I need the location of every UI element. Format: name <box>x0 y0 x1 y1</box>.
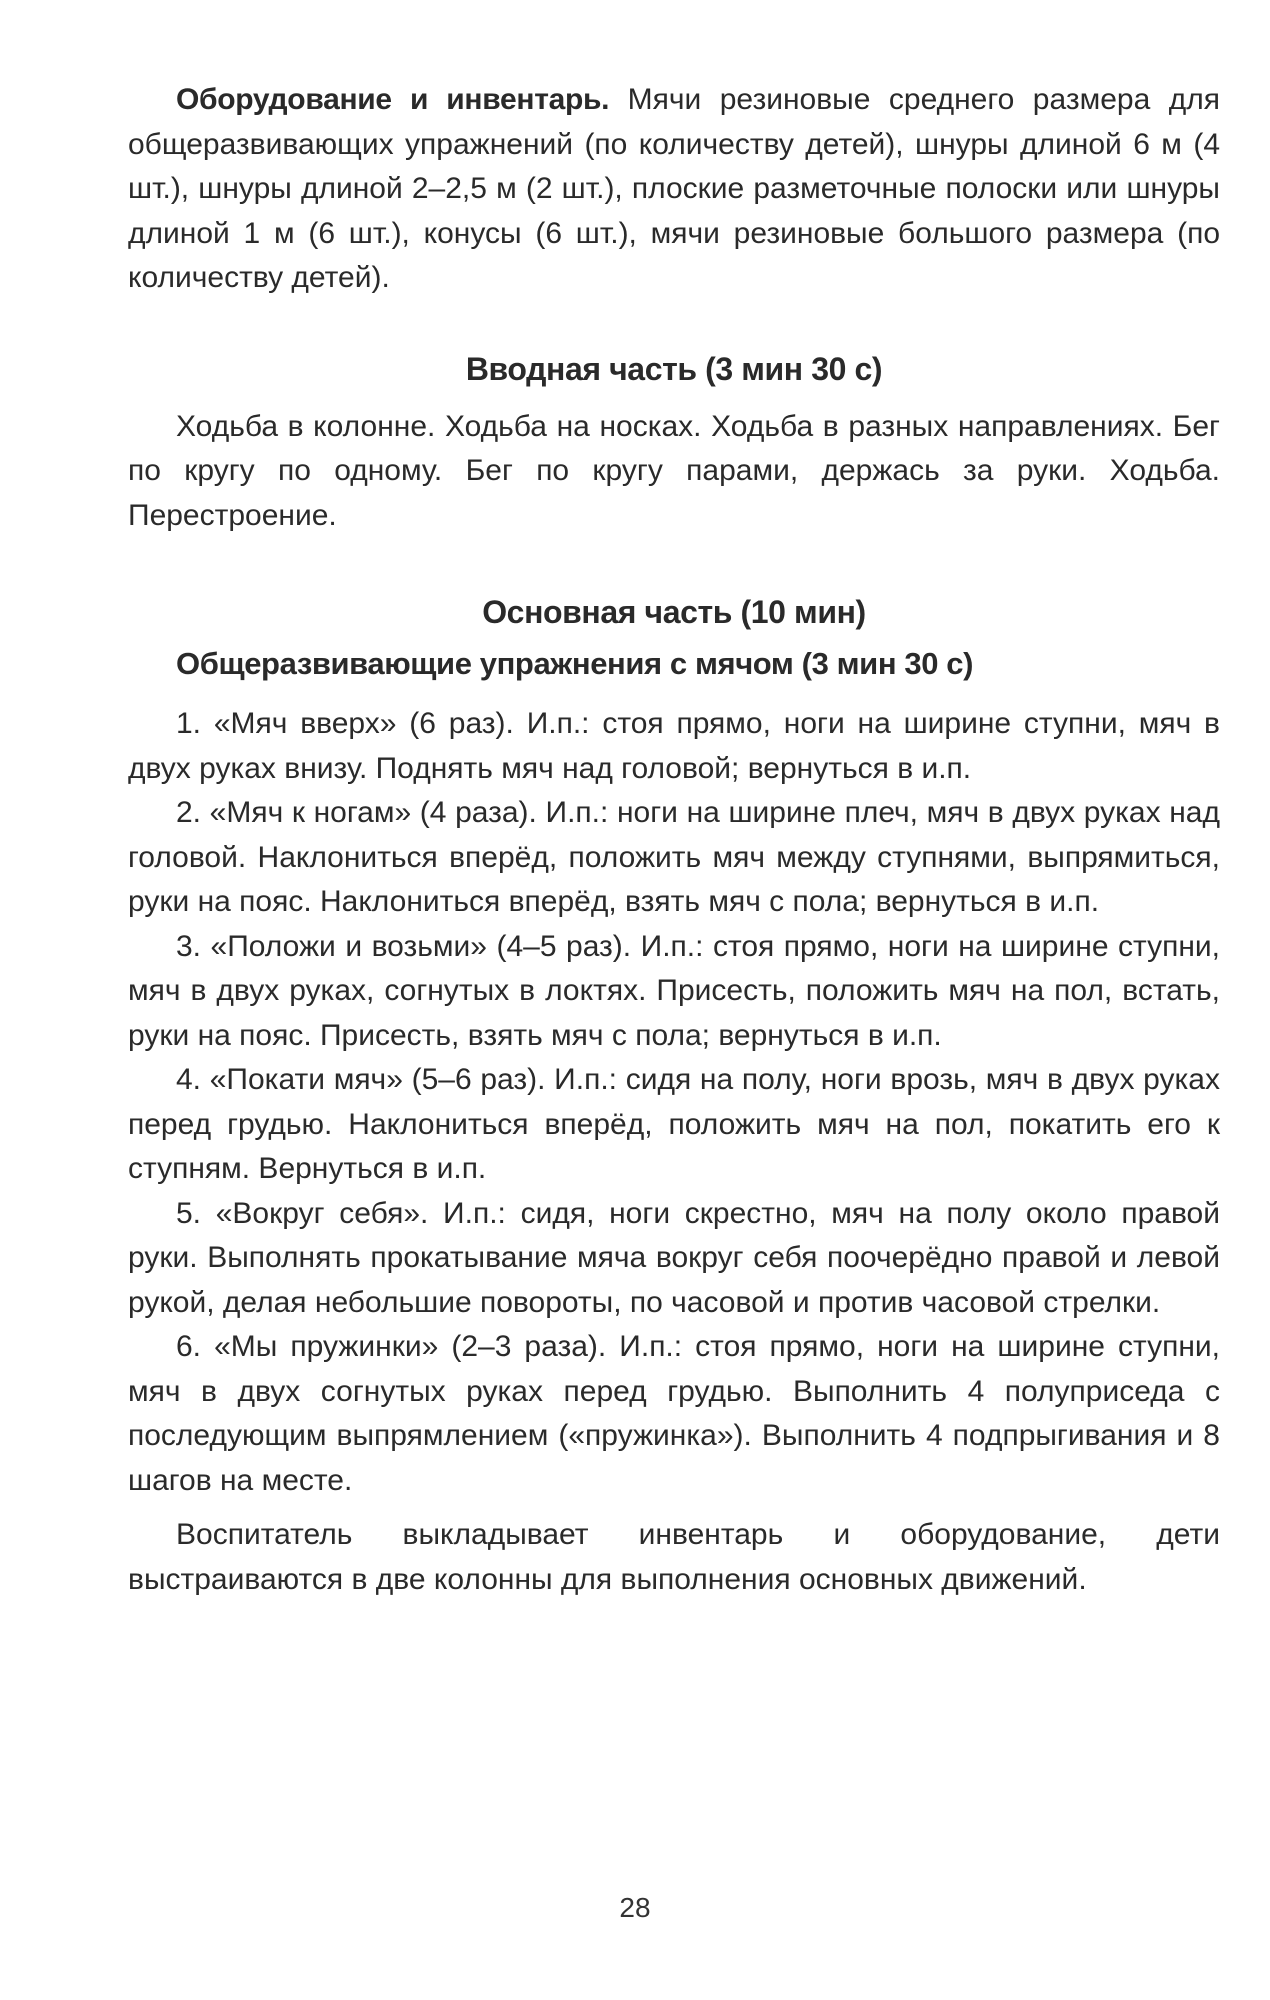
equipment-label: Оборудование и инвентарь. <box>176 83 610 116</box>
exercise-item-4: 4. «Покати мяч» (5–6 раз). И.п.: сидя на полу, ноги врозь, мяч в двух руках перед грудью. Наклониться вперёд, положить мяч на пол, покатить его к ступням. Вернуться в и.п. <box>128 1063 1220 1185</box>
page-content <box>128 78 1220 1602</box>
exercise-item-6: 6. «Мы пружинки» (2–3 раза). И.п.: стоя прямо, ноги на ширине ступни, мяч в двух согнутых руках перед грудью. Выполнить 4 полуприседа с последующим выпрямлением («пружинка»). Выполнить 4 подпрыгивания и 8 шагов на месте. <box>128 1330 1220 1497</box>
intro-paragraph: Ходьба в колонне. Ходьба на носках. Ходьба в разных направлениях. Бег по кругу по одному. Бег по кругу парами, держась за руки. Ходьба. Перестроение. <box>128 409 1220 532</box>
exercises-subtitle: Общеразвивающие упражнения с мячом (3 мин 30 с) <box>176 646 974 681</box>
equipment-paragraph <box>128 78 1220 301</box>
main-section-title: Основная часть (10 мин) <box>482 594 866 630</box>
exercise-item-2: 2. «Мяч к ногам» (4 раза). И.п.: ноги на ширине плеч, мяч в двух руках над головой. Наклониться вперёд, положить мяч между ступнями, выпрямиться, руки на пояс. Наклониться вперёд, взять мяч с пола; вернуться в и.п. <box>128 796 1220 918</box>
equipment-text: Мячи резиновые среднего размера для общеразвивающих упражнений (по количеству детей), шнуры длиной 6 м (4 шт.), шнуры длиной 2–2,5 м (2 шт.), плоские разметочные полоски или шнуры длиной 1 м (6 шт.), конусы (6 шт.), мячи резиновые большого размера (по количеству детей). <box>128 83 1220 294</box>
exercise-item-1: 1. «Мяч вверх» (6 раз). И.п.: стоя прямо, ноги на ширине ступни, мяч в двух руках внизу. Поднять мяч над головой; вернуться в и.п. <box>128 707 1220 785</box>
exercise-item-5: 5. «Вокруг себя». И.п.: сидя, ноги скрестно, мяч на полу около правой руки. Выполнять прокатывание мяча вокруг себя поочерёдно правой и левой рукой, делая небольшие повороты, по часовой и против часовой стрелки. <box>128 1196 1220 1319</box>
intro-section-title: Вводная часть (3 мин 30 с) <box>465 350 883 387</box>
closing-paragraph: Воспитатель выкладывает инвентарь и оборудование, дети выстраиваются в две колонны для выполнения основных движений. <box>128 1518 1220 1596</box>
page-number: 28 <box>619 1892 651 1923</box>
exercise-item-3: 3. «Положи и возьми» (4–5 раз). И.п.: стоя прямо, ноги на ширине ступни, мяч в двух руках, согнутых в локтях. Присесть, положить мяч на пол, встать, руки на пояс. Присесть, взять мяч с пола; вернуться в и.п. <box>128 929 1220 1052</box>
